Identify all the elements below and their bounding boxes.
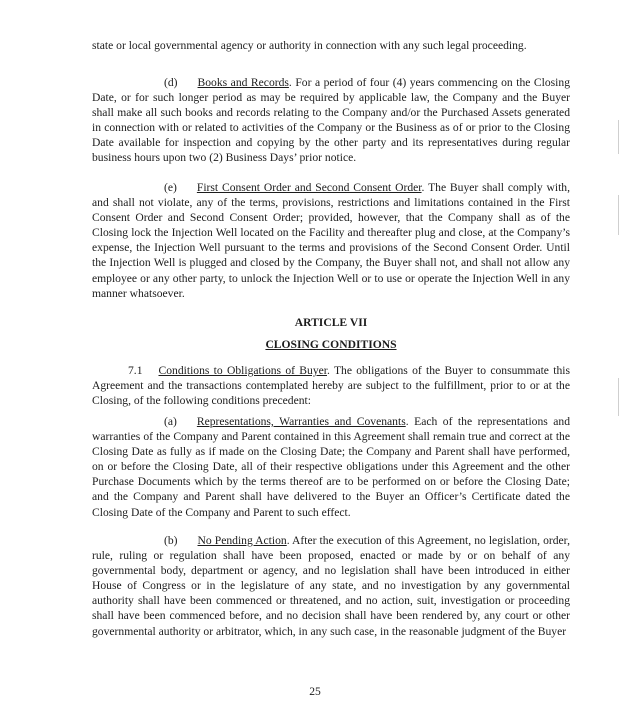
- section-7-1-title: Conditions to Obligations of Buyer: [158, 364, 327, 377]
- section-e-title: First Consent Order and Second Consent Order: [196, 181, 422, 194]
- article-title: [92, 337, 570, 352]
- section-d-marker: (d): [164, 76, 178, 89]
- section-a-marker: (a): [164, 415, 177, 428]
- section-7-1-body: . The obligations of the Buyer to consummate this Agreement and the transactions contemplated hereby are subject to the fulfillment, prior to or at the Closing, of the following conditions precedent:: [92, 364, 570, 408]
- section-e-marker: (e): [164, 181, 177, 194]
- section-e-body: . The Buyer shall comply with, and shall not violate, any of the terms, provisions, restrictions and limitations contained in the First Consent Order and Second Consent Order; provided, however, that the Company shall as of the Closing lock the Injection Well located on the Facility and thereafter plug and close, at the Company’s expense, the Injection Well pursuant to the terms and provisions of the Second Consent Order. Until the Injection Well is plugged and closed by the Company, the Buyer shall not, and shall not allow any employee or any other party, to unlock the Injection Well or to use or operate the Injection Well in any manner whatsoever.: [92, 181, 570, 300]
- section-a-paragraph: [92, 414, 570, 520]
- scan-margin-mark: [618, 195, 619, 235]
- section-b-title: No Pending Action: [197, 534, 287, 547]
- section-b-marker: (b): [164, 534, 178, 547]
- opening-paragraph: state or local governmental agency or authority in connection with any such legal proceeding.: [92, 39, 527, 52]
- section-d-paragraph: [92, 75, 570, 166]
- section-b-body: . After the execution of this Agreement, no legislation, order, rule, ruling or regulation shall have been proposed, enacted or made by or on behalf of any governmental body, department or agency, and no legislation shall have been introduced in either House of Congress or in the legislature of any state, and no investigation by any governmental authority shall have been commenced or threatened, and no action, suit, investigation or proceeding shall have been commenced before, and no decision shall have been rendered by, any court or other governmental authority or arbitrator, which, in any such case, in the reasonable judgment of the Buyer: [92, 534, 570, 638]
- section-d-title: Books and Records: [197, 76, 289, 89]
- section-a-title: Representations, Warranties and Covenants: [196, 415, 406, 428]
- scan-margin-mark: [618, 378, 619, 416]
- page-number: 25: [309, 685, 321, 698]
- section-7-1-number: 7.1: [128, 364, 143, 377]
- scan-margin-mark: [618, 120, 619, 154]
- section-7-1-paragraph: [92, 363, 570, 408]
- section-b-paragraph: [92, 533, 570, 639]
- article-heading: ARTICLE VII: [294, 316, 368, 329]
- section-a-body: . Each of the representations and warranties of the Company and Parent contained in this Agreement shall remain true and correct at the Closing Date as fully as if made on the Closing Date; the Company and Parent shall have performed, on or before the Closing Date, all of their respective obligations under this Agreement and the other Purchase Documents which by the terms thereof are to be performed on or before the Closing Date; and the Company and Parent shall have delivered to the Buyer an Officer’s Certificate dated the Closing Date of the Company and Parent to such effect.: [92, 415, 570, 519]
- article-title-text: CLOSING CONDITIONS: [265, 338, 397, 351]
- section-d-body: . For a period of four (4) years commencing on the Closing Date, or for such longer period as may be required by applicable law, the Company and the Buyer shall make all such books and records relating to the Company and/or the Purchased Assets generated in connection with or related to activities of the Company or the Business as of or prior to the Closing Date available for inspection and copying by the other party and its representatives during regular business hours upon two (2) Business Days’ prior notice.: [92, 76, 570, 165]
- section-e-paragraph: [92, 180, 570, 301]
